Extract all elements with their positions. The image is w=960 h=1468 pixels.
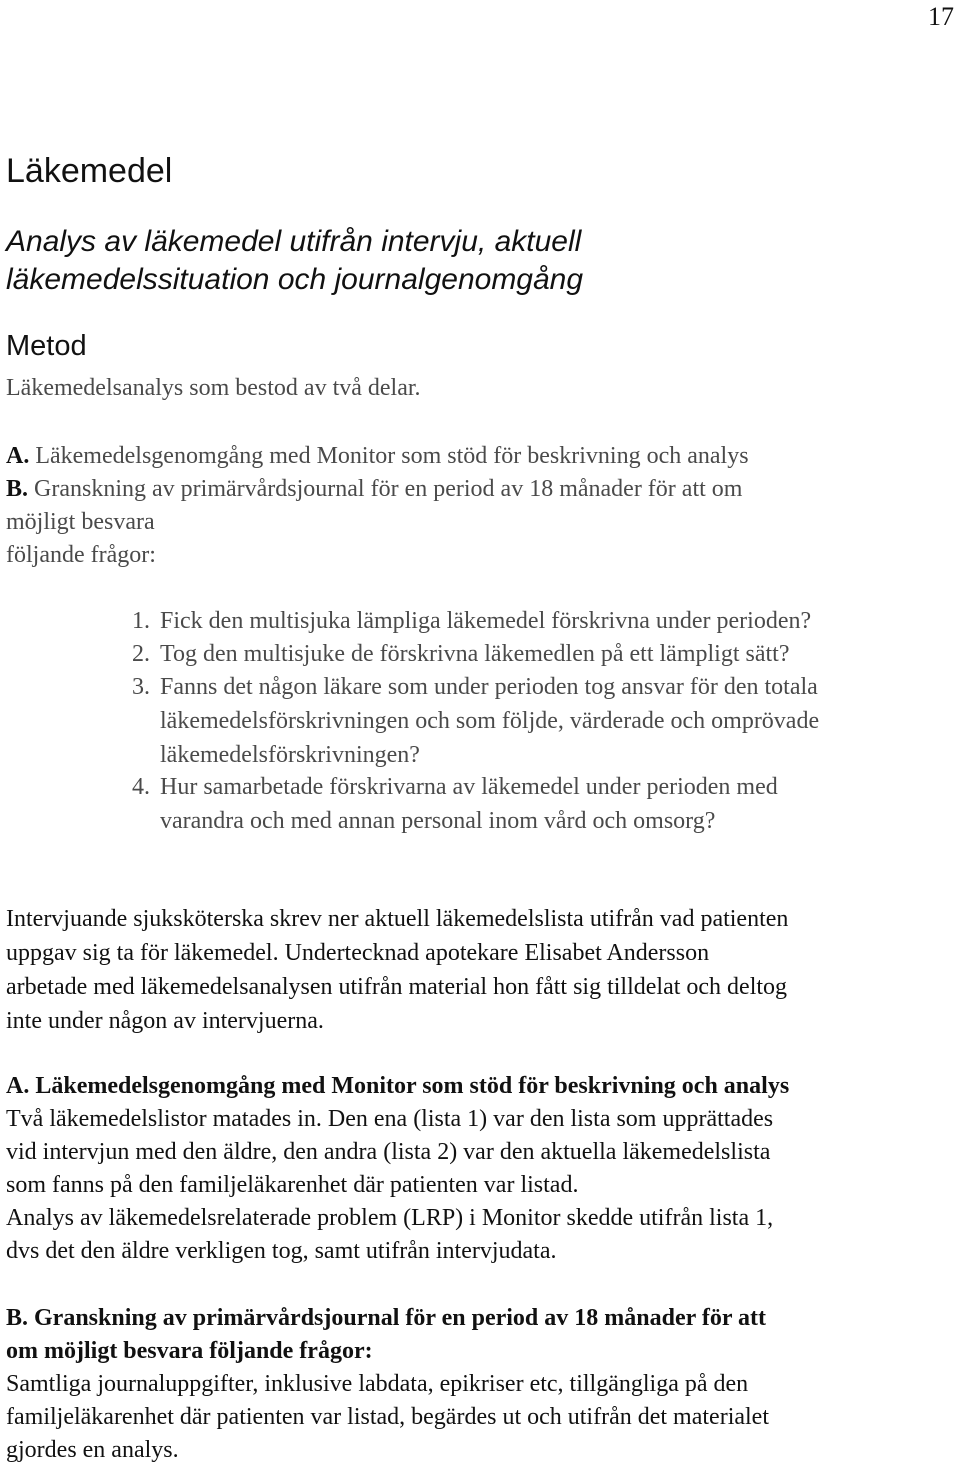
question-number: 2. [132, 641, 150, 667]
section-b-line-3: gjordes en analys. [6, 1437, 179, 1463]
question-text-line-1: Hur samarbetade förskrivarna av läkemedel under perioden med [160, 774, 778, 800]
question-text-line-3: läkemedelsförskrivningen? [160, 742, 420, 768]
section-a-heading: A. Läkemedelsgenomgång med Monitor som stöd för beskrivning och analys [6, 1073, 790, 1099]
question-text: Tog den multisjuke de förskrivna läkemedlen på ett lämpligt sätt? [160, 641, 790, 667]
part-a-label: A. [6, 443, 30, 469]
part-b-line [6, 476, 742, 503]
question-number: 1. [132, 608, 150, 634]
question-text-line-2: varandra och med annan personal inom vård och omsorg? [160, 808, 716, 834]
section-b-line-2: familjeläkarenhet där patienten var listad, begärdes ut och utifrån det materialet [6, 1404, 769, 1430]
part-b-cont-2: följande frågor: [6, 542, 156, 568]
section-a-line-3: som fanns på den familjeläkarenhet där patienten var listad. [6, 1172, 579, 1198]
part-b-label: B. [6, 476, 29, 502]
part-b-cont-1: möjligt besvara [6, 509, 155, 535]
section-a-line-1: Två läkemedelslistor matades in. Den ena (lista 1) var den lista som upprättades [6, 1106, 774, 1132]
section-b-heading-line-2: om möjligt besvara följande frågor: [6, 1338, 373, 1364]
question-item-1 [0, 608, 960, 642]
page-number: 17 [928, 2, 954, 31]
section-a-line-5: dvs det den äldre verkligen tog, samt utifrån intervjudata. [6, 1238, 557, 1264]
page-title: Läkemedel [6, 152, 173, 190]
section-b-heading-line-1: B. Granskning av primärvårdsjournal för en period av 18 månader för att [6, 1305, 767, 1331]
part-a-text: Läkemedelsgenomgång med Monitor som stöd för beskrivning och analys [29, 443, 749, 469]
interview-line-3: arbetade med läkemedelsanalysen utifrån material hon fått sig tilldelat och deltog [6, 974, 788, 1000]
method-intro: Läkemedelsanalys som bestod av två delar. [6, 375, 421, 401]
interview-line-4: inte under någon av intervjuerna. [6, 1008, 324, 1034]
subtitle-line-2: läkemedelssituation och journalgenomgång [6, 263, 584, 296]
method-heading: Metod [6, 330, 87, 362]
section-b-line-1: Samtliga journaluppgifter, inklusive labdata, epikriser etc, tillgängliga på den [6, 1371, 749, 1397]
question-text-line-2: läkemedelsförskrivningen och som följde, värderade och omprövade [160, 708, 820, 734]
question-item-4 [0, 774, 960, 842]
section-a-line-4: Analys av läkemedelsrelaterade problem (LRP) i Monitor skedde utifrån lista 1, [6, 1205, 774, 1231]
question-item-2 [0, 641, 960, 675]
part-a-line [6, 443, 749, 470]
question-text-line-1: Fanns det någon läkare som under perioden tog ansvar för den totala [160, 674, 818, 700]
question-item-3 [0, 674, 960, 774]
question-number: 3. [132, 674, 150, 700]
interview-line-1: Intervjuande sjuksköterska skrev ner aktuell läkemedelslista utifrån vad patienten [6, 906, 789, 932]
part-b-text: Granskning av primärvårdsjournal för en period av 18 månader för att om [28, 476, 743, 502]
section-a-line-2: vid intervjun med den äldre, den andra (lista 2) var den aktuella läkemedelslista [6, 1139, 771, 1165]
question-number: 4. [132, 774, 150, 800]
interview-line-2: uppgav sig ta för läkemedel. Undertecknad apotekare Elisabet Andersson [6, 940, 710, 966]
subtitle-line-1: Analys av läkemedel utifrån intervju, aktuell [6, 225, 582, 258]
question-text: Fick den multisjuka lämpliga läkemedel förskrivna under perioden? [160, 608, 812, 634]
